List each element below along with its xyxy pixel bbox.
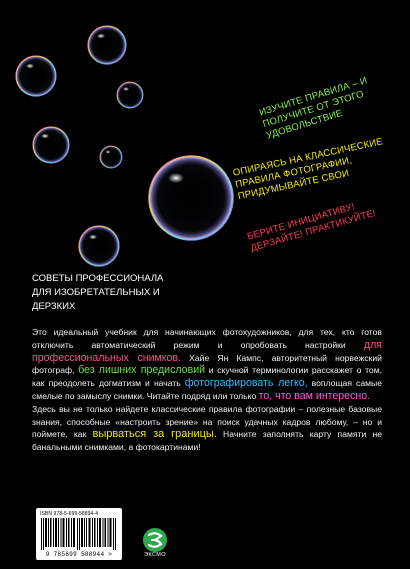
publisher-name: ЭКСМО [144, 552, 166, 558]
highlight-phrase: фотографировать легко, [184, 377, 308, 390]
text-run: Здесь вы не только найдете классические правила фотографии – полезные базовые знания, способные «настроить зрение» на поиск удачных кадров любому, – но и поймете, как [32, 403, 382, 440]
bubble [16, 56, 56, 96]
barcode-digits: 9 785699 588944 > [45, 551, 113, 558]
isbn-number: ISBN 978-5-699-58894-4 [40, 511, 99, 517]
bubble [88, 26, 126, 64]
description-paragraph [32, 403, 382, 454]
tagline-rules: ИЗУЧИТЕ ПРАВИЛА – И ПОЛУЧИТЕ ОТ ЭТОГО УДОВОЛЬСТВИЕ [258, 75, 369, 142]
bubble [149, 156, 233, 240]
tagline-initiative: БЕРИТЕ ИНИЦИАТИВУ! ДЕРЗАЙТЕ! ПРАКТИКУЙТЕ! [246, 201, 378, 255]
bubble [117, 82, 143, 108]
barcode-label [36, 508, 122, 560]
series-title-line: ДЛЯ ИЗОБРЕТАТЕЛЬНЫХ И ДЕРЗКИХ [32, 287, 160, 312]
bubble [79, 226, 119, 266]
highlight-phrase: для профессиональных снимков. [32, 338, 382, 364]
tagline-classic-rules: ОПИРАЯСЬ НА КЛАССИЧЕСКИЕ ПРАВИЛА ФОТОГРАФИИ, ПРИДУМЫВАЙТЕ СВОИ [232, 136, 384, 203]
series-title [32, 272, 192, 314]
text-run: Это идеальный учебник для начинающих фотохудожников, для тех, кто готов отключить автоматический режим и опробовать настройки [32, 327, 382, 350]
text-run: Начните заполнять карту памяти не банальными снимками, а фотокартинами! [32, 429, 382, 453]
highlight-phrase: без лишних предисловий [78, 364, 206, 377]
text-run: Хайе Ян Кампс, авторитетный норвежский фотограф, [32, 352, 382, 376]
text-run: воплощая самые смелые по замыслу снимки. Читайте подряд или только [32, 378, 383, 401]
text-run: и скучной терминологии расскажет о том, как преодолеть догматизм и начать [32, 365, 382, 389]
bubble [100, 146, 122, 168]
description-text [32, 326, 382, 454]
bubble [33, 127, 69, 163]
highlight-phrase: то, что вам интересно. [258, 389, 371, 402]
highlight-phrase: вырваться за границы. [92, 428, 217, 441]
description-paragraph [32, 326, 382, 403]
barcode-icon [41, 518, 117, 550]
series-title-line: СОВЕТЫ ПРОФЕССИОНАЛА [32, 273, 164, 284]
